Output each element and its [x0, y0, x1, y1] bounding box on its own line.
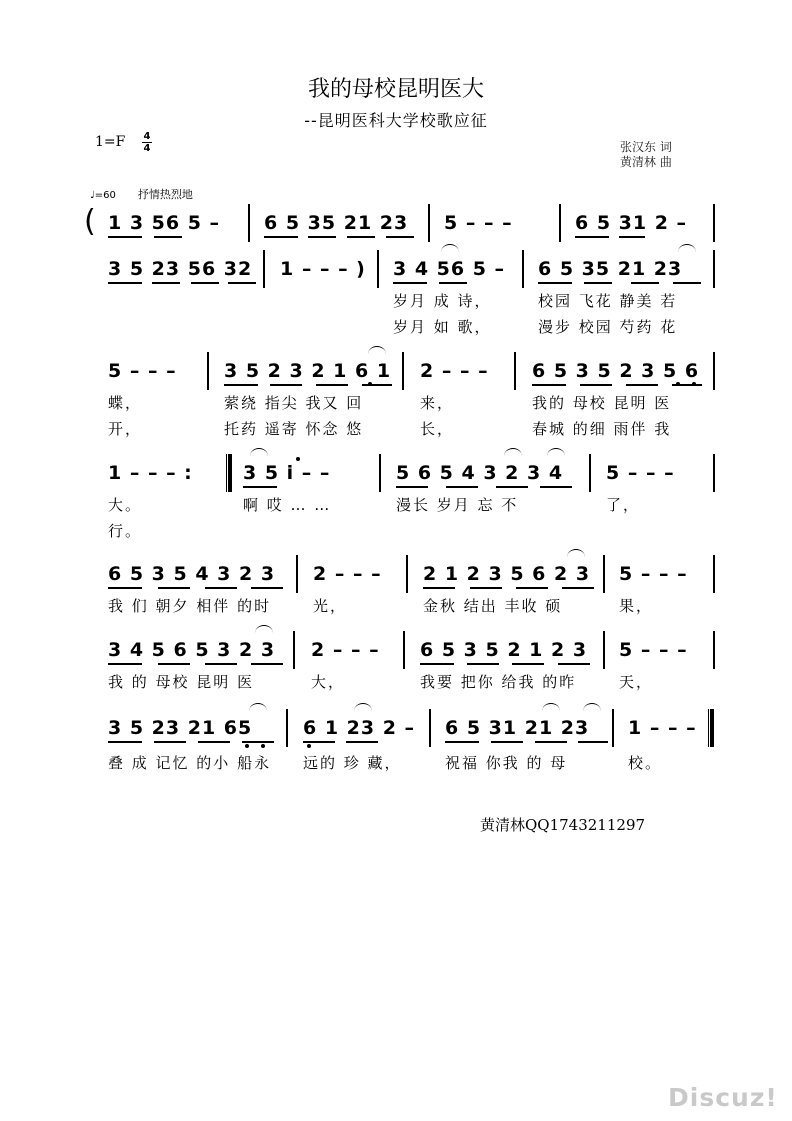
- underline: [491, 741, 523, 743]
- underline: [496, 486, 528, 488]
- low-octave-dot: [368, 382, 372, 386]
- underline: [626, 384, 658, 386]
- key-signature: 1=F: [95, 134, 126, 150]
- underline: [251, 587, 283, 589]
- slur: [547, 448, 565, 456]
- measure-2: 6 5 35 21 23: [264, 212, 409, 234]
- tempo-mark: ♩=60: [90, 190, 116, 201]
- lyric-5: 开，: [108, 420, 143, 438]
- measure-16: 5 – – –: [606, 462, 675, 484]
- bar-line: [428, 204, 430, 242]
- lyric-2: 远的 珍 藏，: [303, 754, 402, 772]
- lyric-4: 校。: [628, 754, 663, 772]
- lyric-1: 我 的 母校 昆明 医: [108, 673, 255, 691]
- slur: [354, 703, 372, 711]
- measure-15: 5 6 5 4 3 2 3 4: [396, 462, 564, 484]
- slur: [441, 244, 459, 252]
- underline: [386, 236, 414, 238]
- lyricist-credit: 张汉东 词: [620, 140, 672, 154]
- author-contact: 黄清林QQ1743211297: [480, 816, 646, 834]
- underline: [535, 741, 567, 743]
- lyric-3: 我要 把你 给我 的昨: [420, 673, 577, 691]
- discuz-watermark: Discuz!: [668, 1083, 778, 1112]
- underline: [154, 741, 186, 743]
- measure-7: 3 4 56 5 –: [393, 258, 506, 280]
- underline: [445, 741, 479, 743]
- time-signature: [141, 131, 153, 154]
- measure-3: 5 – – –: [444, 212, 513, 234]
- lyric-8: 春城 的细 雨伴 我: [532, 420, 672, 438]
- bar-line: [713, 631, 715, 669]
- measure-9: 5 – – –: [108, 360, 177, 382]
- slur: [678, 244, 696, 252]
- underline: [423, 587, 455, 589]
- underline: [584, 282, 612, 284]
- lyric-line-1a: 岁月 成 诗，: [393, 292, 492, 310]
- measure-6: 1 – – – ): [280, 258, 366, 280]
- low-octave-dot: [261, 744, 265, 748]
- underline: [619, 236, 645, 238]
- underline: [251, 663, 283, 665]
- underline: [198, 741, 230, 743]
- lyric-line-2b: 漫步 校园 芍药 花: [538, 318, 678, 336]
- lyric-3: 祝福 你我 的 母: [445, 754, 568, 772]
- underline: [540, 486, 572, 488]
- lyric-7: 长，: [420, 420, 455, 438]
- underline: [558, 663, 590, 665]
- measure-17: 6 5 3 5 4 3 2 3: [108, 563, 276, 585]
- bar-line: [296, 555, 298, 593]
- underline: [631, 282, 659, 284]
- measure-27: 6 5 31 21 23: [445, 717, 590, 739]
- underline: [242, 741, 274, 743]
- slur: [255, 625, 273, 633]
- expression-mark: 抒情热烈地: [137, 188, 193, 201]
- measure-24: 5 – – –: [619, 639, 688, 661]
- slur: [583, 703, 601, 711]
- underline: [303, 741, 335, 743]
- bar-line: [522, 250, 524, 288]
- underline: [580, 384, 612, 386]
- lyric-2: 光，: [313, 597, 348, 615]
- open-paren: (: [84, 204, 97, 239]
- bar-line: [589, 454, 591, 492]
- measure-10: 3 5 2 3 2 1 6 1: [224, 360, 392, 382]
- bar-line: [403, 631, 405, 669]
- underline: [393, 282, 427, 284]
- underline: [516, 587, 548, 589]
- underline: [158, 587, 190, 589]
- lyric-1: 叠 成 记忆 的小 船永: [108, 754, 272, 772]
- underline: [470, 587, 502, 589]
- slur: [567, 549, 585, 557]
- underline: [108, 587, 142, 589]
- lyric-4: 了，: [606, 496, 641, 514]
- underline: [673, 282, 701, 284]
- time-signature-bottom: 4: [143, 143, 151, 154]
- underline: [154, 236, 182, 238]
- bar-line: [559, 204, 561, 242]
- repeat-bar-line: [226, 454, 232, 492]
- underline: [562, 587, 594, 589]
- low-octave-dot: [676, 382, 680, 386]
- song-subtitle: --昆明医科大学校歌应征: [304, 111, 488, 130]
- underline: [446, 486, 478, 488]
- underline: [108, 741, 142, 743]
- underline: [316, 384, 348, 386]
- underline: [346, 741, 378, 743]
- underline: [152, 282, 180, 284]
- measure-28: 1 – – –: [628, 717, 697, 739]
- measure-12: 6 5 3 5 2 3 5 6: [532, 360, 700, 382]
- underline: [362, 384, 392, 386]
- lyric-3: 金秋 结出 丰收 硕: [423, 597, 563, 615]
- underline: [347, 236, 375, 238]
- underline: [439, 282, 467, 284]
- measure-25: 3 5 23 21 65: [108, 717, 253, 739]
- bar-line: [406, 555, 408, 593]
- underline: [158, 663, 190, 665]
- lyric-1: 蝶，: [108, 394, 143, 412]
- underline: [224, 384, 258, 386]
- bar-line: [713, 454, 715, 492]
- lyric-2: 大，: [311, 673, 346, 691]
- bar-line: [713, 555, 715, 593]
- underline: [108, 663, 142, 665]
- bar-line: [402, 352, 404, 390]
- lyric-1: 我 们 朝夕 相伴 的时: [108, 597, 272, 615]
- slur: [504, 448, 522, 456]
- underline: [512, 663, 544, 665]
- bar-line: [612, 709, 614, 747]
- underline: [191, 282, 219, 284]
- measure-19: 2 1 2 3 5 6 2 3: [423, 563, 591, 585]
- underline: [205, 663, 237, 665]
- underline: [264, 236, 298, 238]
- lyric-5: 行。: [108, 522, 143, 540]
- bar-line: [286, 709, 288, 747]
- bar-line: [248, 204, 250, 242]
- slur: [542, 703, 560, 711]
- bar-line: [379, 454, 381, 492]
- lyric-2: 萦绕 指尖 我又 回: [224, 394, 364, 412]
- underline: [532, 384, 566, 386]
- bar-line: [429, 709, 431, 747]
- underline: [578, 741, 608, 743]
- underline: [228, 282, 256, 284]
- bar-line: [514, 352, 516, 390]
- measure-11: 2 – – –: [420, 360, 489, 382]
- high-octave-dot: [296, 457, 300, 461]
- measure-5: 3 5 23 56 32: [108, 258, 253, 280]
- lyric-1: 大。: [108, 496, 143, 514]
- slur: [368, 346, 386, 354]
- lyric-2: 啊 哎 … …: [243, 496, 332, 514]
- bar-line: [207, 352, 209, 390]
- underline: [420, 663, 454, 665]
- bar-line: [713, 204, 715, 242]
- bar-line: [713, 352, 715, 390]
- slur: [249, 703, 267, 711]
- time-signature-top: 4: [143, 131, 151, 142]
- underline: [396, 486, 428, 488]
- measure-4: 6 5 31 2 –: [575, 212, 688, 234]
- lyric-3: 漫长 岁月 忘 不: [396, 496, 519, 514]
- underline: [270, 384, 302, 386]
- slur: [250, 448, 268, 456]
- low-octave-dot: [245, 744, 249, 748]
- measure-18: 2 – – –: [313, 563, 382, 585]
- underline: [108, 282, 142, 284]
- lyric-line-2a: 岁月 如 歌，: [393, 318, 492, 336]
- lyric-line-1b: 校园 飞花 静美 若: [538, 292, 678, 310]
- underline: [243, 486, 277, 488]
- underline: [575, 236, 609, 238]
- credits: [620, 140, 672, 170]
- song-title: 我的母校昆明医大: [307, 77, 484, 102]
- bar-line: [713, 250, 715, 288]
- low-octave-dot: [692, 382, 696, 386]
- measure-14: 3 5 i – –: [243, 462, 331, 484]
- lyric-3: 来，: [420, 394, 455, 412]
- measure-26: 6 1 23 2 –: [303, 717, 416, 739]
- underline: [308, 236, 336, 238]
- measure-13: 1 – – – :: [108, 462, 193, 484]
- measure-20: 5 – – –: [619, 563, 688, 585]
- low-octave-dot: [307, 744, 311, 748]
- measure-1: 1 3 56 5 –: [108, 212, 221, 234]
- lyric-6: 托药 遥寄 怀念 悠: [224, 420, 364, 438]
- bar-line: [377, 250, 379, 288]
- final-bar-line: [708, 709, 714, 747]
- bar-line: [603, 631, 605, 669]
- underline: [108, 236, 142, 238]
- bar-line: [263, 250, 265, 288]
- composer-credit: 黄清林 曲: [620, 155, 672, 169]
- bar-line: [603, 555, 605, 593]
- lyric-4: 天，: [619, 673, 654, 691]
- measure-22: 2 – – –: [311, 639, 380, 661]
- bar-line: [293, 631, 295, 669]
- underline: [205, 587, 237, 589]
- lyric-4: 我的 母校 昆明 医: [532, 394, 672, 412]
- measure-23: 6 5 3 5 2 1 2 3: [420, 639, 588, 661]
- measure-21: 3 4 5 6 5 3 2 3: [108, 639, 276, 661]
- underline: [538, 282, 572, 284]
- underline: [467, 663, 499, 665]
- lyric-4: 果，: [619, 597, 654, 615]
- tempo-marking: [90, 186, 193, 202]
- measure-8: 6 5 35 21 23: [538, 258, 683, 280]
